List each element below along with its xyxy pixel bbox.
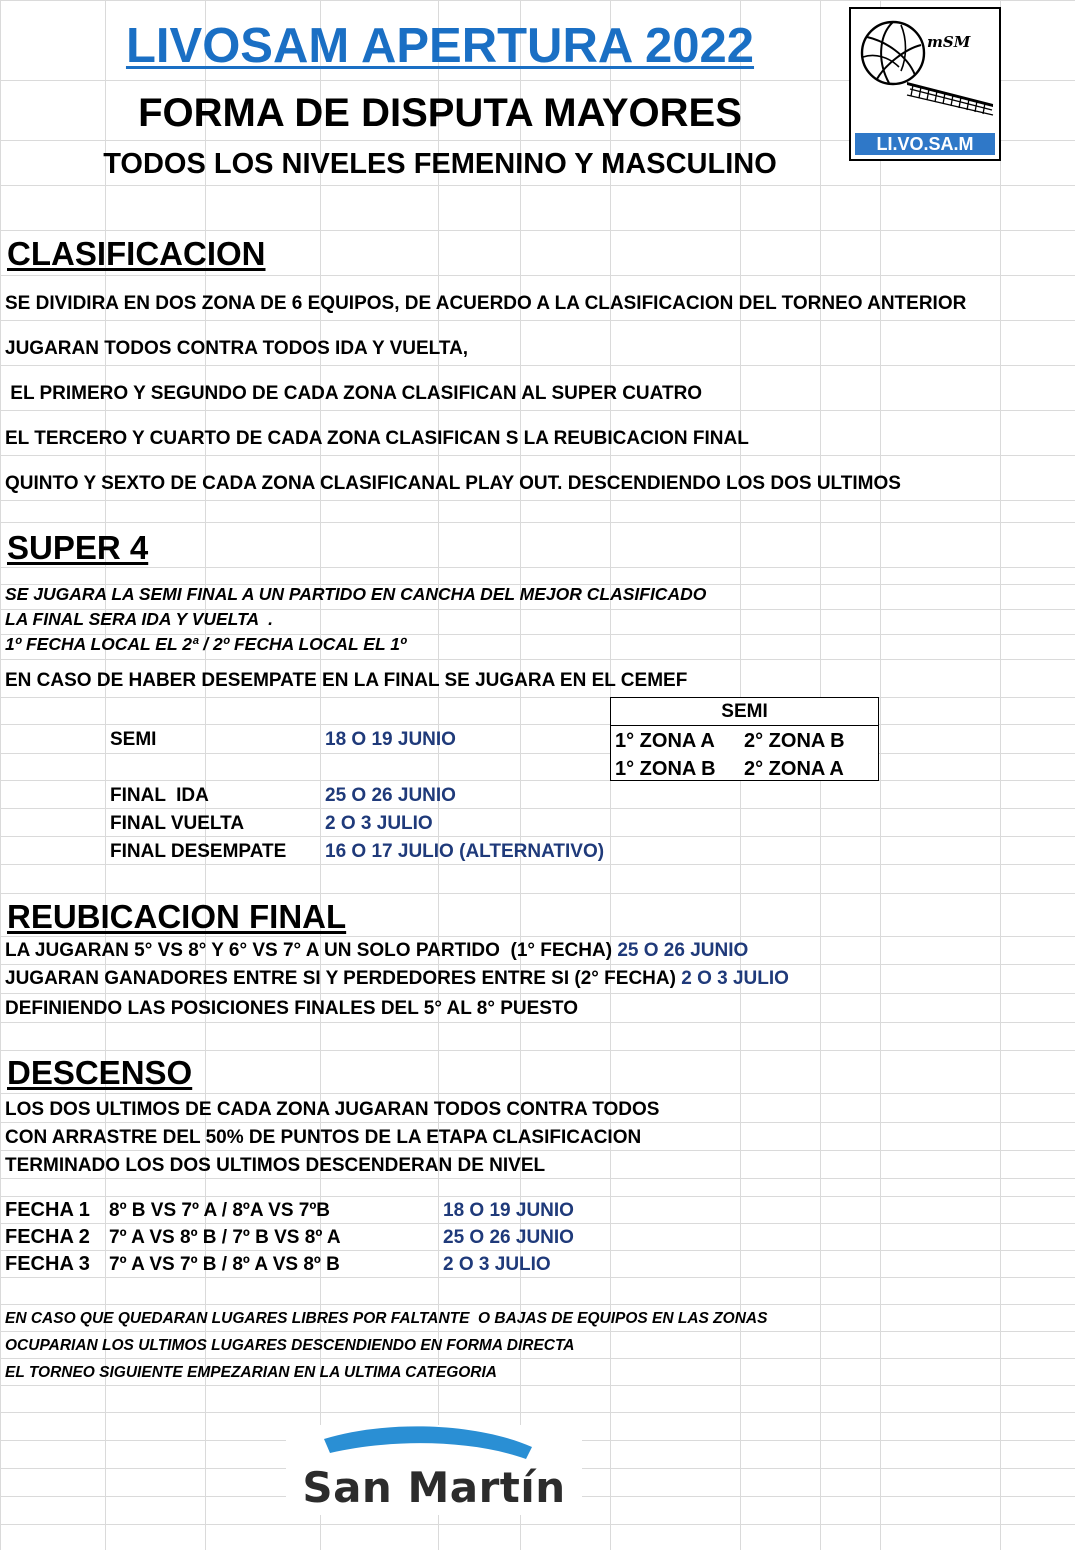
schedule-label: FINAL IDA [110,785,209,806]
descenso-note: EN CASO QUE QUEDARAN LUGARES LIBRES POR FALTANTE O BAJAS DE EQUIPOS EN LAS ZONAS [5,1310,768,1327]
section-heading-reubicacion: REUBICACION FINAL [7,898,347,935]
descenso-line: LOS DOS ULTIMOS DE CADA ZONA JUGARAN TODOS CONTRA TODOS [5,1099,660,1120]
reubicacion-date: 25 O 26 JUNIO [617,940,749,961]
descenso-line: TERMINADO LOS DOS ULTIMOS DESCENDERAN DE NIVEL [5,1155,546,1176]
super4-rule-line: SE JUGARA LA SEMI FINAL A UN PARTIDO EN CANCHA DEL MEJOR CLASIFICADO [5,584,707,604]
descenso-note: OCUPARIAN LOS ULTIMOS LUGARES DESCENDIENDO EN FORMA DIRECTA [5,1337,575,1354]
fixture-fecha: FECHA 1 [5,1199,90,1221]
schedule-date: 25 O 26 JUNIO [325,785,456,806]
fixture-matches: 7º A VS 7º B / 8º A VS 8º B [109,1254,340,1275]
clasificacion-line: SE DIVIDIRA EN DOS ZONA DE 6 EQUIPOS, DE ACUERDO A LA CLASIFICACION DEL TORNEO ANTERIOR [5,293,967,314]
page-subtitle: FORMA DE DISPUTA MAYORES [138,91,742,135]
reubicacion-line [5,941,748,960]
clasificacion-line: EL TERCERO Y CUARTO DE CADA ZONA CLASIFICAN S LA REUBICACION FINAL [5,428,749,449]
section-heading-super4: SUPER 4 [7,529,149,566]
clasificacion-line: QUINTO Y SEXTO DE CADA ZONA CLASIFICANAL PLAY OUT. DESCENDIENDO LOS DOS ULTIMOS [5,473,901,494]
descenso-line: CON ARRASTRE DEL 50% DE PUNTOS DE LA ETAPA CLASIFICACION [5,1127,642,1148]
super4-rule-line: 1º FECHA LOCAL EL 2ª / 2º FECHA LOCAL EL 1º [5,634,407,654]
reubicacion-line [5,969,789,988]
semi-table-cell: 1° ZONA A [615,730,715,752]
livosam-logo [849,7,1001,161]
semi-table-header: SEMI [611,698,878,726]
clasificacion-line: JUGARAN TODOS CONTRA TODOS IDA Y VUELTA, [5,338,469,359]
super4-tiebreak-line: EN CASO DE HABER DESEMPATE EN LA FINAL SE JUGARA EN EL CEMEF [5,670,688,691]
fixture-matches: 8º B VS 7º A / 8ºA VS 7ºB [109,1200,330,1221]
reubicacion-text: LA JUGARAN 5° VS 8° Y 6° VS 7° A UN SOLO PARTIDO (1° FECHA) [5,940,618,961]
semi-table-cell: 2° ZONA A [744,758,844,780]
section-heading-clasificacion: CLASIFICACION [7,235,266,272]
reubicacion-date: 2 O 3 JULIO [681,968,789,989]
fixture-date: 25 O 26 JUNIO [443,1227,574,1248]
reubicacion-text: JUGARAN GANADORES ENTRE SI Y PERDEDORES ENTRE SI (2° FECHA) [5,968,682,989]
schedule-label: SEMI [110,729,157,750]
logo-initials: mSM [927,33,971,51]
levels-subtitle: TODOS LOS NIVELES FEMENINO Y MASCULINO [103,148,777,180]
semi-table [610,697,879,781]
volleyball-net-icon [855,13,995,117]
schedule-label: FINAL VUELTA [110,813,245,834]
semi-table-cell: 2° ZONA B [744,730,845,752]
schedule-date: 2 O 3 JULIO [325,813,433,834]
fixture-fecha: FECHA 2 [5,1226,90,1248]
section-heading-descenso: DESCENSO [7,1054,193,1091]
schedule-label: FINAL DESEMPATE [110,841,287,862]
clasificacion-line: EL PRIMERO Y SEGUNDO DE CADA ZONA CLASIFICAN AL SUPER CUATRO [5,383,703,404]
descenso-note: EL TORNEO SIGUIENTE EMPEZARIAN EN LA ULTIMA CATEGORIA [5,1364,497,1381]
schedule-date: 16 O 17 JULIO (ALTERNATIVO) [325,841,605,862]
fixture-date: 18 O 19 JUNIO [443,1200,574,1221]
fixture-matches: 7º A VS 8º B / 7º B VS 8º A [109,1227,341,1248]
fixture-date: 2 O 3 JULIO [443,1254,551,1275]
san-martin-arc-icon [286,1425,582,1467]
page-title: LIVOSAM APERTURA 2022 [125,19,755,73]
logo-caption: LI.VO.SA.M [855,133,995,155]
san-martin-wordmark: San Martín [302,1463,566,1512]
semi-table-cell: 1° ZONA B [615,758,716,780]
san-martin-logo [286,1425,582,1515]
super4-rule-line: LA FINAL SERA IDA Y VUELTA . [5,609,274,629]
schedule-date: 18 O 19 JUNIO [325,729,456,750]
fixture-fecha: FECHA 3 [5,1253,90,1275]
reubicacion-line: DEFINIENDO LAS POSICIONES FINALES DEL 5° AL 8° PUESTO [5,998,578,1019]
